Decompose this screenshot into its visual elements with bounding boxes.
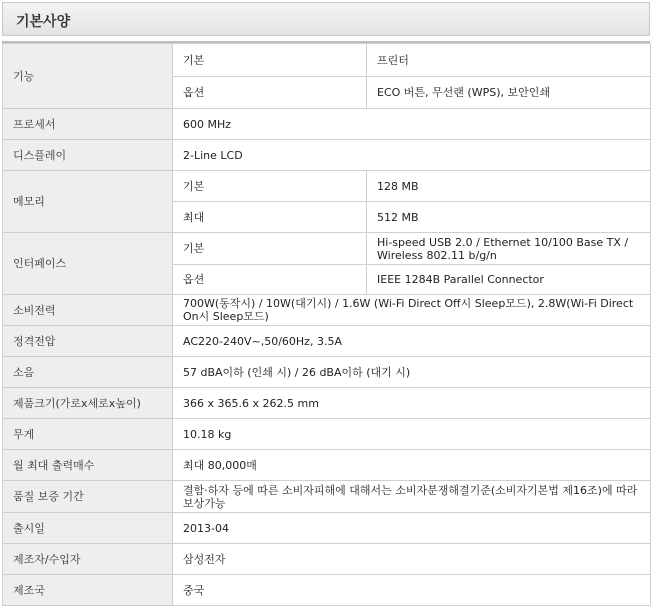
row-label-country: 제조국	[3, 575, 173, 606]
sub-label: 옵션	[173, 77, 367, 109]
table-row	[3, 44, 651, 77]
cell-value: 프린터	[367, 44, 651, 77]
table-row	[3, 481, 651, 513]
cell-value: 700W(동작시) / 10W(대기시) / 1.6W (Wi-Fi Direct Off시 Sleep모드), 2.8W(Wi-Fi Direct On시 Sleep모드)	[173, 295, 651, 326]
section-title: 기본사양	[16, 14, 71, 30]
cell-value: 57 dBA이하 (인쇄 시) / 26 dBA이하 (대기 시)	[173, 357, 651, 388]
sub-label: 옵션	[173, 265, 367, 295]
cell-value: IEEE 1284B Parallel Connector	[367, 265, 651, 295]
table-row	[3, 357, 651, 388]
row-label-display: 디스플레이	[3, 140, 173, 171]
cell-value: 10.18 kg	[173, 419, 651, 450]
row-label-monthly: 월 최대 출력매수	[3, 450, 173, 481]
row-label-weight: 무게	[3, 419, 173, 450]
spec-table	[2, 43, 651, 606]
table-row	[3, 326, 651, 357]
sub-label: 최대	[173, 202, 367, 233]
cell-value: 최대 80,000매	[173, 450, 651, 481]
sub-label: 기본	[173, 44, 367, 77]
cell-value: 중국	[173, 575, 651, 606]
table-row	[3, 388, 651, 419]
table-row	[3, 295, 651, 326]
section-header	[2, 2, 650, 36]
row-label-interface: 인터페이스	[3, 233, 173, 295]
table-row	[3, 544, 651, 575]
row-label-function: 기능	[3, 44, 173, 109]
cell-value: Hi-speed USB 2.0 / Ethernet 10/100 Base TX / Wireless 802.11 b/g/n	[367, 233, 651, 265]
cell-value: 128 MB	[367, 171, 651, 202]
row-label-memory: 메모리	[3, 171, 173, 233]
cell-value: ECO 버튼, 무선랜 (WPS), 보안인쇄	[367, 77, 651, 109]
cell-value: 2013-04	[173, 513, 651, 544]
cell-value: 366 x 365.6 x 262.5 mm	[173, 388, 651, 419]
sub-label: 기본	[173, 171, 367, 202]
table-row	[3, 513, 651, 544]
cell-value: 결함·하자 등에 따른 소비자피해에 대해서는 소비자분쟁해결기준(소비자기본법 제16조)에 따라 보상가능	[173, 481, 651, 513]
table-row	[3, 419, 651, 450]
cell-value: 삼성전자	[173, 544, 651, 575]
row-label-warranty: 품질 보증 기간	[3, 481, 173, 513]
cell-value: 600 MHz	[173, 109, 651, 140]
table-row	[3, 140, 651, 171]
sub-label: 기본	[173, 233, 367, 265]
table-row	[3, 109, 651, 140]
row-label-size: 제품크기(가로x세로x높이)	[3, 388, 173, 419]
table-row	[3, 450, 651, 481]
cell-value: 2-Line LCD	[173, 140, 651, 171]
cell-value: 512 MB	[367, 202, 651, 233]
cell-value: AC220-240V~,50/60Hz, 3.5A	[173, 326, 651, 357]
row-label-processor: 프로세서	[3, 109, 173, 140]
table-row	[3, 233, 651, 265]
table-row	[3, 575, 651, 606]
row-label-release: 출시일	[3, 513, 173, 544]
row-label-maker: 제조자/수입자	[3, 544, 173, 575]
row-label-noise: 소음	[3, 357, 173, 388]
row-label-voltage: 정격전압	[3, 326, 173, 357]
row-label-power: 소비전력	[3, 295, 173, 326]
table-row	[3, 171, 651, 202]
